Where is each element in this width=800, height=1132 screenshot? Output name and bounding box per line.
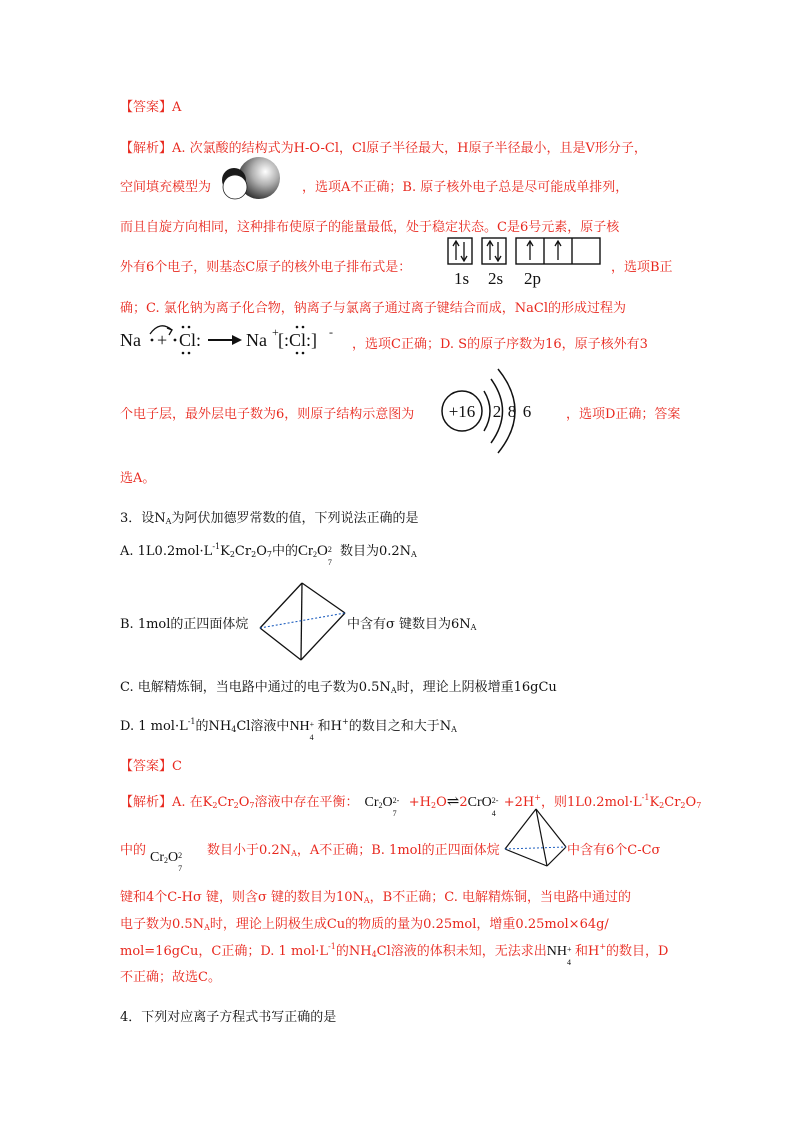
analysis-line-7b: ，选项D正确；答案 [566, 407, 681, 422]
orbital-label-2p: 2p [524, 269, 541, 288]
q3-stem-text: 3．设N [120, 511, 166, 526]
analysis-text: A. 次氯酸的结构式为H-O-Cl，Cl原子半径最大，H原子半径最小，且是V形分子， [172, 141, 647, 156]
option-d [120, 715, 457, 742]
subscript: A [470, 623, 477, 632]
question-3-stem [120, 507, 418, 526]
q3-analysis-line-6: 不正确；故选C。 [120, 970, 221, 985]
subscript: 2 [229, 550, 235, 559]
analysis-line-7a: 个电子层，最外层电子数为6，则原子结构示意图为 [120, 407, 415, 422]
analysis-line-3: 而且自旋方向相同，这种排布使原子的能量最低，处于稳定状态。C是6号元素，原子核 [120, 220, 620, 235]
sulfur-atom-structure-diagram [438, 364, 558, 458]
option-a-text: O [256, 544, 267, 559]
option-d-text: 的数目之和大于N [348, 719, 452, 734]
cl-atom: Cl: [179, 330, 202, 350]
h-atom-sphere [223, 175, 247, 199]
subscript: A [451, 725, 457, 734]
ammonium-ion: NH + 4 [289, 719, 315, 742]
analysis-line-1 [120, 137, 647, 156]
q3-analysis-line-3: 键和4个C-Hσ 键，则含σ 键的数目为$10N_A$，B不正确；C. 电解精炼铜，当电路中通过的 [120, 890, 631, 905]
subscript: 2 [251, 550, 257, 559]
option-b-text: 中含有σ 键数目为6N [347, 617, 471, 632]
subscript: A [411, 550, 417, 559]
subscript: 4 [231, 725, 237, 734]
answer-label-q3: 【答案】C [120, 759, 182, 774]
option-a-text: 中的 [271, 544, 298, 559]
option-a-text: 数目为0.2N [335, 544, 411, 559]
q3-analysis-line-2b: 数目小于$0.2N_A$，A不正确；B. 1mol的正四面体烷 [207, 843, 500, 858]
option-d-text: Cl溶液中 [236, 719, 290, 734]
analysis-line-4a: 外有6个电子，则基态C原子的核外电子排布式是： [120, 260, 412, 275]
superscript: -1 [187, 717, 196, 726]
option-d-text: 和H [317, 719, 343, 734]
hocl-space-filling-model [218, 156, 284, 202]
dichromate-ion-2: $Cr_2O$ 2 7 [150, 850, 183, 873]
electron-spin-arrows [453, 241, 561, 261]
option-c-text: 时，理论上阴极增重16gCu [396, 680, 557, 695]
analysis-line-4b: ，选项B正 [611, 260, 673, 275]
shell-electrons-1: 2 [492, 402, 502, 421]
analysis-line-8: 选A。 [120, 471, 156, 486]
question-4-stem: 4．下列对应离子方程式书写正确的是 [120, 1010, 337, 1025]
analysis-line-2b: ，选项A不正确；B. 原子核外电子总是尽可能成单排列， [302, 180, 629, 195]
q3-stem-text: 为阿伏加德罗常数的值，下列说法正确的是 [171, 511, 419, 526]
option-a-text: A. 1L0.2mol·L [120, 544, 213, 559]
option-c-text: C. 电解精炼铜，当电路中通过的电子数为0.5N [120, 680, 391, 695]
na-atom: Na [120, 330, 141, 350]
orbital-label-2s: 2s [488, 269, 504, 288]
tetrahedrane-structure [258, 581, 348, 663]
orbital-box-2s [482, 238, 506, 264]
q3-analysis-line-4: 电子数为$0.5N_A$时，理论上阴极生成Cu的物质的量为0.25mol，增重0.25mol×64g/ [120, 917, 609, 932]
subscript: 7 [266, 550, 272, 559]
q3-analysis-line-2d: 中含有6个C-Cσ [567, 843, 661, 858]
q3-analysis-line-2a: 中的 [120, 843, 147, 858]
na-ion: Na [246, 330, 267, 350]
na-ion-charge: + [272, 325, 279, 339]
equilibrium-arrow: ⇌ [446, 792, 460, 810]
equilibrium-ion-1: $Cr_2O$ 2- 7 [364, 795, 400, 818]
option-b-b [347, 613, 476, 632]
dichromate-ion: $Cr_2O$ 2 7 [297, 543, 332, 567]
option-a-text: K [220, 544, 230, 559]
superscript: -1 [212, 542, 221, 551]
cl-ion-charge: - [329, 325, 333, 339]
answer-label-q2: 【答案】A [120, 100, 182, 115]
option-b-a: B. 1mol的正四面体烷 [120, 617, 249, 632]
orbital-box-1s [448, 238, 472, 264]
nacl-formation-equation [118, 318, 343, 362]
subscript: A [390, 686, 397, 695]
superscript: + [342, 717, 349, 726]
q3-analysis-line-1: 【解析】A. 在$K_2Cr_2O_7$溶液中存在平衡： $Cr_2O$ 2- 7 $+H_2O\rightleftharpoons 2CrO$ 2- 4 +2H+，则$1L0.2mol\cdot L^{-1}K_2Cr_2O_7$ [120, 792, 702, 818]
analysis-line-6: ，选项C正确；D. S的原子序数为16，原子核外有3 [352, 337, 648, 352]
q3-analysis-line-5: mol=16gCu，C正确；D. 1 $mol\cdot L^{-1}$的$NH_4Cl$溶液的体积未知，无法求出NH + 4 和H+的数目，D [120, 942, 669, 967]
option-d-text: 的NH [195, 719, 232, 734]
cl-ion: [:Cl:] [278, 330, 317, 350]
option-a [120, 540, 417, 567]
analysis-line-2a: 空间填充模型为 [120, 180, 212, 195]
option-d-text: D. 1 mol·L [120, 719, 188, 734]
ammonium-ion-2: NH + 4 [546, 944, 572, 967]
shell-electrons-3: 6 [522, 402, 532, 421]
plus-sign: + [157, 330, 168, 350]
shell-electrons-2: 8 [507, 402, 517, 421]
carbon-orbital-diagram [442, 236, 606, 290]
tetrahedrane-structure-2 [503, 807, 569, 869]
electron-shell-1 [484, 391, 490, 431]
analysis-line-5: 确；C. 氯化钠为离子化合物，钠离子与氯离子通过离子键结合而成，NaCl的形成过程为 [120, 301, 626, 316]
option-a-text: Cr [234, 544, 252, 559]
analysis-tag: 【解析】 [120, 141, 173, 156]
orbital-label-1s: 1s [454, 269, 470, 288]
equilibrium-ion-2: CrO 2- 4 [467, 795, 499, 818]
nucleus-charge: +16 [448, 402, 476, 421]
option-c [120, 676, 557, 695]
subscript: A [165, 517, 172, 526]
